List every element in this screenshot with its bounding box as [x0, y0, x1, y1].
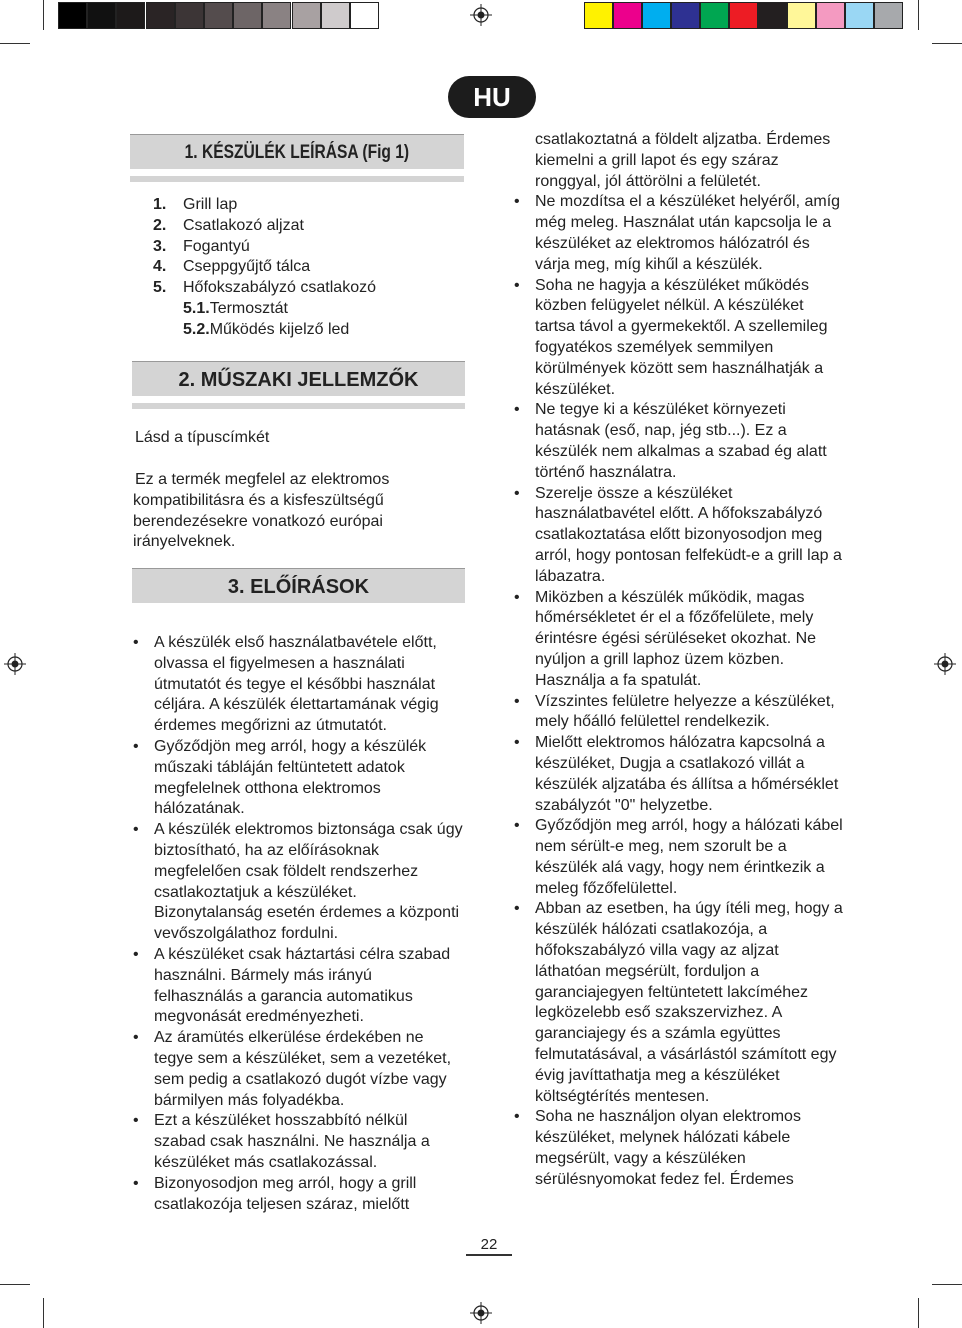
section-2-title: 2. MŰSZAKI JELLEMZŐK [178, 369, 419, 391]
color-swatch [204, 2, 233, 29]
registration-mark-icon [4, 653, 26, 675]
crop-mark [0, 43, 30, 44]
crop-mark [932, 1284, 962, 1285]
color-swatch [874, 2, 903, 29]
crop-mark [0, 1284, 30, 1285]
color-swatch [758, 2, 787, 29]
crop-mark [932, 43, 962, 44]
list-item: • Szerelje össze a készüléket használatbavétel előtt. A hőfokszabályzó csatlakoztatása előtt bizonyosodjon meg arról, hogy pontosan felfeküdt-e a grill lap a lábazatra. [514, 484, 848, 588]
list-item: • Mielőtt elektromos hálózatra kapcsolná a készüléket, Dugja a csatlakozó villát a készülék aljzatába és állítsa a hőmérséklet szabályzót "0" helyzetbe. [514, 733, 848, 816]
color-swatch [146, 2, 175, 29]
list-item: • Ne mozdítsa el a készüléket helyéről, amíg még meleg. Használat után kapcsolja le a készüléket az elektromos hálózatról és várja meg, míg kihűl a készülék. [514, 192, 848, 275]
list-item: • Bizonyosodjon meg arról, hogy a grill csatlakozója teljesen száraz, mielőtt [133, 1174, 463, 1216]
list-item: 5. Hőfokszabályzó csatlakozó [153, 279, 376, 297]
list-item: 4. Cseppgyűjtő tálca [153, 258, 311, 276]
list-item: • Az áramütés elkerülése érdekében ne tegye sem a készüléket, sem a vezetéket, sem pedig a csatlakozó dugót vízbe vagy bármilyen más folyadékba. [133, 1028, 463, 1111]
list-item: • Vízszintes felületre helyezze a készüléket, mely hőálló felülettel rendelkezik. [514, 692, 848, 734]
list-item: • Győződjön meg arról, hogy a hálózati kábel nem sérült-e meg, nem szorult be a készülék alá vagy, hogy nem érintkezik a meleg főzőfelülettel. [514, 816, 848, 899]
crop-mark [918, 0, 919, 30]
color-swatch [262, 2, 291, 29]
color-swatch [671, 2, 700, 29]
section-1-heading [130, 134, 464, 169]
color-swatch [700, 2, 729, 29]
specs-label: Lásd a típuscímkét [135, 429, 270, 446]
parts-list [153, 195, 453, 341]
color-swatch [816, 2, 845, 29]
section-1-title: 1. KÉSZÜLÉK LEÍRÁSA (Fig 1) [184, 142, 410, 163]
registration-mark-icon [934, 653, 956, 675]
list-item: • Miközben a készülék működik, magas hőmérsékletet ér el a főzőfelülete, mely érintésre égési sérüléseket okozhat. Ne nyúljon a grill laphoz üzem közben. Használja a fa spatulát. [514, 588, 848, 692]
list-item: 2. Csatlakozó aljzat [153, 216, 304, 234]
color-swatch [613, 2, 642, 29]
color-swatch [233, 2, 262, 29]
crop-mark [918, 1298, 919, 1328]
color-swatch [292, 2, 321, 29]
list-item: • A készülék első használatbavétele előtt, olvassa el figyelmesen a használati útmutatót és tegye el későbbi használat céljára. A készülék élettartamának végig érdemes megőrizni az útmutatót. [133, 633, 463, 737]
section-2-rule [132, 403, 465, 409]
list-item: • A készülék elektromos biztonsága csak úgy biztosítható, ha az előírásoknak megfelelően csak földelt rendszerhez csatlakoztatjuk a készüléket. Bizonytalanság esetén érdemes a központi vevőszolgálathoz fordulni. [133, 820, 463, 945]
language-badge: HU [448, 76, 536, 118]
color-swatch [350, 2, 379, 29]
color-swatch [116, 2, 145, 29]
list-item: • Abban az esetben, ha úgy ítéli meg, hogy a készülék hálózati csatlakozója, a hőfokszabályzó villa vagy az aljzat láthatóan megsérült, forduljon a garanciajegyen feltüntetett lakcíméhez legközelebb eső szakszervizhez. A garanciajegy és a számla együttes felmutatásával, a vásárlástól számított egy évig javíttathatja meg a készüléket költségtérítés mentesen. [514, 899, 848, 1107]
color-swatch [58, 2, 87, 29]
color-swatch [845, 2, 874, 29]
left-column [133, 633, 463, 1215]
list-subitem: 5.2. Működés kijelző led [183, 320, 350, 338]
section-3-heading [132, 568, 465, 603]
list-item: 3. Fogantyú [153, 237, 250, 255]
section-3-title: 3. ELŐÍRÁSOK [227, 576, 370, 598]
list-subitem: 5.1. Termosztát [183, 299, 288, 317]
page-number: 22 [466, 1236, 512, 1256]
continued-paragraph: csatlakoztatná a földelt aljzatba. Érdemes kiemelni a grill lapot és egy száraz ronggyal, jól áttörölni a felületét. [535, 131, 831, 190]
list-item: • Ezt a készüléket hosszabbító nélkül szabad csak használni. Ne használja a készüléket más csatlakozással. [133, 1111, 463, 1173]
color-swatch [584, 2, 613, 29]
list-item: • Soha ne használjon olyan elektromos készüléket, melynek hálózati kábele megsérült, vagy a készüléken sérülésnyomokat fedez fel. Érdemes [514, 1107, 848, 1190]
color-swatch [321, 2, 350, 29]
list-item: • Ne tegye ki a készüléket környezeti hatásnak (eső, nap, jég stb...). Ez a készülék nem alkalmas a szabad ég alatt történő használatra. [514, 400, 848, 483]
color-swatch [87, 2, 116, 29]
color-swatch [729, 2, 758, 29]
registration-mark-icon [470, 4, 492, 26]
list-item: • A készüléket csak háztartási célra szabad használni. Bármely más irányú felhasználás a garancia automatikus megvonását eredményezheti. [133, 945, 463, 1028]
right-column [514, 130, 848, 1191]
section-1-rule [130, 176, 464, 182]
list-item: • Soha ne hagyja a készüléket működés közben felügyelet nélkül. A készüléket tartsa távol a gyermekektől. A szellemileg fogyatékos személyek semmilyen körülmények között sem használhatják a készüléket. [514, 276, 848, 401]
crop-mark [43, 0, 44, 30]
section-2-heading [132, 361, 465, 396]
list-item: • Győződjön meg arról, hogy a készülék műszaki tábláján feltüntetett adatok megfelelnek otthona elektromos hálózatának. [133, 737, 463, 820]
crop-mark [43, 1298, 44, 1328]
color-swatch [642, 2, 671, 29]
registration-mark-icon [470, 1302, 492, 1324]
list-item: 1. Grill lap [153, 196, 238, 213]
color-swatch [787, 2, 816, 29]
specs-compliance-text: Ez a termék megfelel az elektromos kompatibilitásra és a kisfeszültségű berendezésekre vonatkozó európai irányelveknek. [133, 471, 390, 551]
color-swatch [175, 2, 204, 29]
